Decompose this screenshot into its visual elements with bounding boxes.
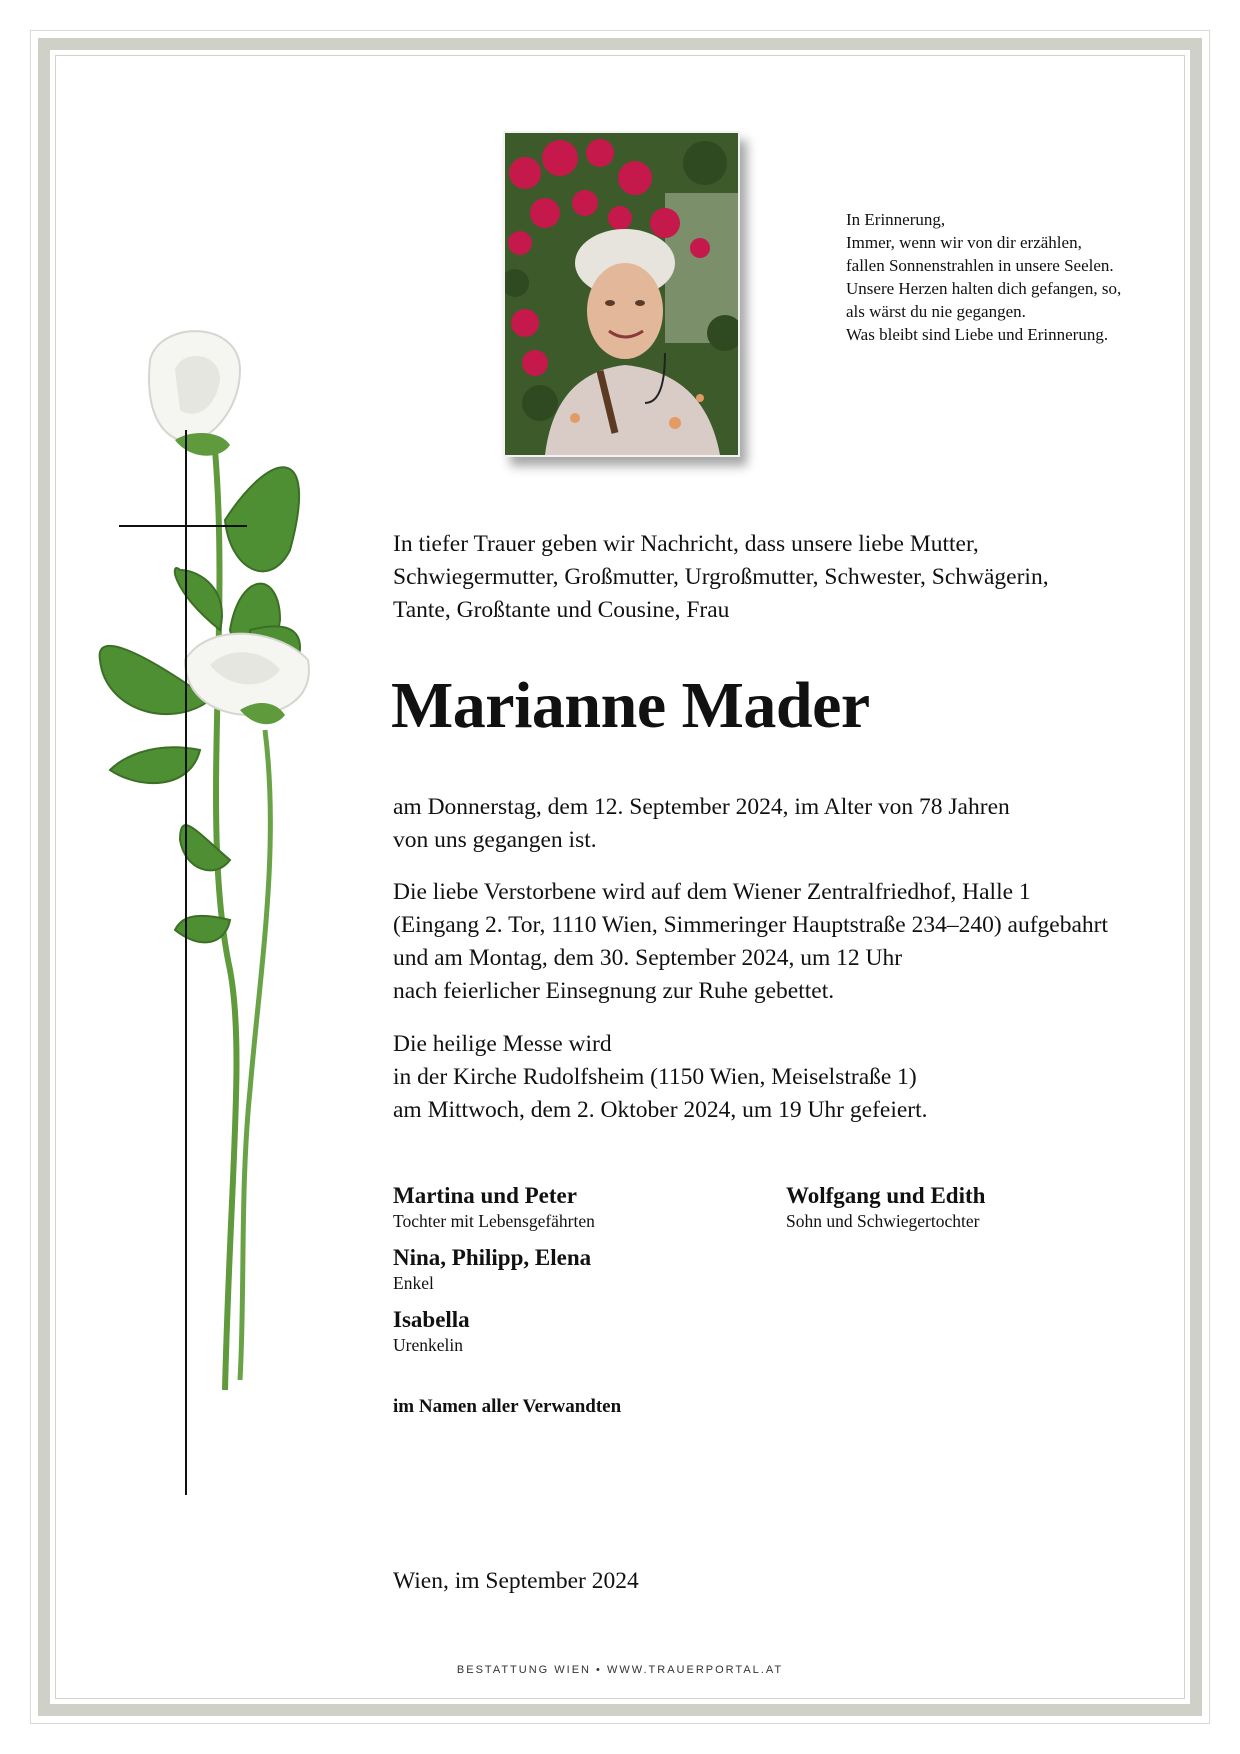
mourner-role: Sohn und Schwiegertochter: [786, 1211, 980, 1231]
burial-line: und am Montag, dem 30. September 2024, um 12 Uhr: [393, 945, 903, 971]
intro-line: In tiefer Trauer geben wir Nachricht, dass unsere liebe Mutter,: [393, 531, 979, 557]
white-rose-illustration: [80, 330, 360, 1415]
footer-text: BESTATTUNG WIEN • WWW.TRAUERPORTAL.AT: [456, 1664, 784, 1676]
burial-details: [393, 876, 1108, 1008]
mourner-role: Enkel: [393, 1273, 434, 1293]
deceased-name: Marianne Mader: [391, 669, 870, 742]
mourner-entry: [393, 1306, 470, 1356]
mourner-role: Tochter mit Lebensgefährten: [393, 1211, 595, 1231]
closing-line: im Namen aller Verwandten: [393, 1396, 622, 1417]
mourner-entry: [393, 1182, 595, 1232]
intro-line: Schwiegermutter, Großmutter, Urgroßmutter, Schwester, Schwägerin,: [393, 564, 1049, 590]
place-date: Wien, im September 2024: [393, 1568, 639, 1594]
mourner-name: Isabella: [393, 1307, 470, 1332]
mourner-name: Nina, Philipp, Elena: [393, 1245, 592, 1270]
poem-line: als wärst du nie gegangen.: [846, 302, 1026, 321]
burial-line: Die liebe Verstorbene wird auf dem Wiener Zentralfriedhof, Halle 1: [393, 879, 1031, 905]
burial-line: nach feierlicher Einsegnung zur Ruhe gebettet.: [393, 978, 835, 1004]
mourner-name: Wolfgang und Edith: [786, 1183, 986, 1208]
death-notice-line: am Donnerstag, dem 12. September 2024, im Alter von 78 Jahren: [393, 794, 1010, 820]
poem-line: fallen Sonnenstrahlen in unsere Seelen.: [846, 256, 1114, 275]
death-notice-line: von uns gegangen ist.: [393, 827, 597, 853]
memorial-poem: [846, 208, 1176, 346]
poem-line: In Erinnerung,: [846, 210, 946, 229]
mass-details: [393, 1028, 928, 1127]
intro-line: Tante, Großtante und Cousine, Frau: [393, 597, 730, 623]
cross-vertical-line: [185, 430, 187, 1495]
mass-line: Die heilige Messe wird: [393, 1031, 612, 1057]
poem-line: Immer, wenn wir von dir erzählen,: [846, 233, 1082, 252]
mass-line: am Mittwoch, dem 2. Oktober 2024, um 19 Uhr gefeiert.: [393, 1097, 928, 1123]
intro-text: [393, 528, 1049, 627]
mourner-role: Urenkelin: [393, 1335, 463, 1355]
mourner-entry: [786, 1182, 985, 1232]
portrait-photo: [503, 131, 740, 457]
death-notice: [393, 791, 1010, 857]
burial-line: (Eingang 2. Tor, 1110 Wien, Simmeringer Hauptstraße 234–240) aufgebahrt: [393, 912, 1109, 938]
poem-line: Unsere Herzen halten dich gefangen, so,: [846, 279, 1122, 298]
cross-horizontal-line: [119, 525, 247, 527]
mourner-name: Martina und Peter: [393, 1183, 577, 1208]
poem-line: Was bleibt sind Liebe und Erinnerung.: [846, 325, 1109, 344]
mourner-entry: [393, 1244, 591, 1294]
mass-line: in der Kirche Rudolfsheim (1150 Wien, Meiselstraße 1): [393, 1064, 917, 1090]
